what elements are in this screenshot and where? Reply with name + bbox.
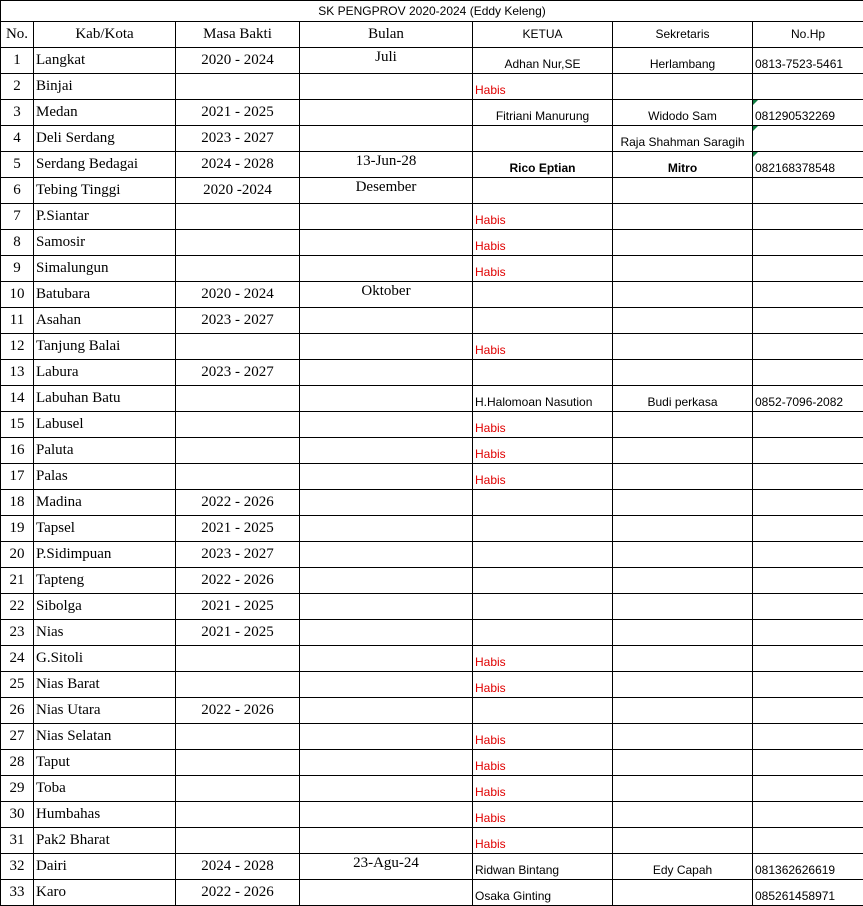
cell-masa-bakti[interactable]: 2021 - 2025 xyxy=(176,594,300,620)
cell-masa-bakti[interactable]: 2022 - 2026 xyxy=(176,568,300,594)
cell-kab-kota[interactable]: Nias Barat xyxy=(34,672,176,698)
cell-bulan[interactable] xyxy=(300,360,473,386)
cell-masa-bakti[interactable]: 2022 - 2026 xyxy=(176,698,300,724)
cell-ketua[interactable]: Ridwan Bintang xyxy=(473,854,613,880)
cell-bulan[interactable] xyxy=(300,308,473,334)
cell-kab-kota[interactable]: P.Siantar xyxy=(34,204,176,230)
table-row xyxy=(1,724,863,750)
cell-no-hp[interactable] xyxy=(753,646,863,672)
cell-kab-kota[interactable]: Tanjung Balai xyxy=(34,334,176,360)
cell-kab-kota[interactable]: Tapteng xyxy=(34,568,176,594)
cell-no[interactable]: 8 xyxy=(1,230,34,256)
cell-kab-kota[interactable]: Labusel xyxy=(34,412,176,438)
cell-no-hp[interactable]: 0813-7523-5461 xyxy=(753,48,863,74)
cell-bulan[interactable] xyxy=(300,828,473,854)
table-row xyxy=(1,542,863,568)
cell-no-hp[interactable] xyxy=(753,672,863,698)
cell-no-hp[interactable] xyxy=(753,828,863,854)
cell-kab-kota[interactable]: Nias Selatan xyxy=(34,724,176,750)
cell-kab-kota[interactable]: Labuhan Batu xyxy=(34,386,176,412)
table-row xyxy=(1,152,863,178)
cell-bulan[interactable]: Juli xyxy=(300,48,473,74)
cell-masa-bakti[interactable]: 2021 - 2025 xyxy=(176,620,300,646)
table-row xyxy=(1,126,863,152)
cell-masa-bakti[interactable] xyxy=(176,464,300,490)
cell-ketua[interactable]: Rico Eptian xyxy=(473,152,613,178)
cell-no-hp[interactable] xyxy=(753,256,863,282)
cell-bulan[interactable]: Oktober xyxy=(300,282,473,308)
cell-bulan[interactable] xyxy=(300,802,473,828)
cell-no[interactable]: 30 xyxy=(1,802,34,828)
cell-no-hp[interactable] xyxy=(753,568,863,594)
cell-ketua[interactable]: Habis xyxy=(473,776,613,802)
cell-sekretaris[interactable] xyxy=(613,776,753,802)
cell-no[interactable]: 2 xyxy=(1,74,34,100)
cell-masa-bakti[interactable] xyxy=(176,256,300,282)
cell-no-hp[interactable]: 0852-7096-2082 xyxy=(753,386,863,412)
cell-no-hp[interactable] xyxy=(753,776,863,802)
cell-ketua[interactable]: Habis xyxy=(473,750,613,776)
cell-ketua[interactable]: Habis xyxy=(473,646,613,672)
cell-ketua[interactable] xyxy=(473,594,613,620)
cell-no-hp[interactable] xyxy=(753,334,863,360)
cell-kab-kota[interactable]: Taput xyxy=(34,750,176,776)
cell-sekretaris[interactable]: Widodo Sam xyxy=(613,100,753,126)
table-row xyxy=(1,698,863,724)
cell-ketua[interactable]: Habis xyxy=(473,204,613,230)
cell-masa-bakti[interactable] xyxy=(176,672,300,698)
cell-ketua[interactable]: Habis xyxy=(473,412,613,438)
cell-sekretaris[interactable] xyxy=(613,178,753,204)
cell-masa-bakti[interactable]: 2023 - 2027 xyxy=(176,542,300,568)
cell-no-hp[interactable]: 082168378548 xyxy=(753,152,863,178)
cell-sekretaris[interactable] xyxy=(613,256,753,282)
cell-no[interactable]: 16 xyxy=(1,438,34,464)
cell-sekretaris[interactable] xyxy=(613,880,753,906)
cell-ketua[interactable]: Habis xyxy=(473,672,613,698)
cell-no-hp[interactable]: 085261458971 xyxy=(753,880,863,906)
cell-no[interactable]: 24 xyxy=(1,646,34,672)
cell-sekretaris[interactable] xyxy=(613,412,753,438)
cell-masa-bakti[interactable] xyxy=(176,776,300,802)
cell-sekretaris[interactable] xyxy=(613,230,753,256)
cell-masa-bakti[interactable] xyxy=(176,438,300,464)
cell-masa-bakti[interactable] xyxy=(176,386,300,412)
cell-no-hp[interactable] xyxy=(753,698,863,724)
table-row xyxy=(1,854,863,880)
cell-no-hp[interactable]: 081290532269 xyxy=(753,100,863,126)
cell-ketua[interactable]: Habis xyxy=(473,802,613,828)
cell-no[interactable]: 18 xyxy=(1,490,34,516)
cell-no[interactable]: 3 xyxy=(1,100,34,126)
cell-bulan[interactable] xyxy=(300,412,473,438)
cell-no[interactable]: 26 xyxy=(1,698,34,724)
cell-sekretaris[interactable] xyxy=(613,750,753,776)
cell-no[interactable]: 32 xyxy=(1,854,34,880)
cell-bulan[interactable]: 13-Jun-28 xyxy=(300,152,473,178)
cell-masa-bakti[interactable]: 2021 - 2025 xyxy=(176,516,300,542)
table-row xyxy=(1,438,863,464)
cell-no[interactable]: 20 xyxy=(1,542,34,568)
cell-bulan[interactable]: Desember xyxy=(300,178,473,204)
table-row xyxy=(1,360,863,386)
cell-kab-kota[interactable]: Palas xyxy=(34,464,176,490)
cell-bulan[interactable] xyxy=(300,672,473,698)
cell-bulan[interactable] xyxy=(300,74,473,100)
cell-kab-kota[interactable]: Dairi xyxy=(34,854,176,880)
cell-kab-kota[interactable]: P.Sidimpuan xyxy=(34,542,176,568)
table-row xyxy=(1,48,863,74)
cell-kab-kota[interactable]: Nias xyxy=(34,620,176,646)
cell-ketua[interactable]: Habis xyxy=(473,334,613,360)
cell-masa-bakti[interactable]: 2022 - 2026 xyxy=(176,490,300,516)
cell-bulan[interactable] xyxy=(300,542,473,568)
cell-masa-bakti[interactable] xyxy=(176,230,300,256)
table-row xyxy=(1,880,863,906)
cell-sekretaris[interactable] xyxy=(613,646,753,672)
cell-kab-kota[interactable]: Langkat xyxy=(34,48,176,74)
cell-no[interactable]: 9 xyxy=(1,256,34,282)
table-row xyxy=(1,386,863,412)
cell-no-hp[interactable] xyxy=(753,204,863,230)
cell-ketua[interactable] xyxy=(473,282,613,308)
cell-ketua[interactable] xyxy=(473,516,613,542)
cell-no-hp[interactable] xyxy=(753,724,863,750)
cell-bulan[interactable] xyxy=(300,620,473,646)
table-row xyxy=(1,100,863,126)
cell-bulan[interactable] xyxy=(300,230,473,256)
cell-sekretaris[interactable] xyxy=(613,490,753,516)
cell-sekretaris[interactable] xyxy=(613,620,753,646)
cell-no-hp[interactable] xyxy=(753,230,863,256)
header-sekretaris[interactable]: Sekretaris xyxy=(613,22,753,48)
table-row xyxy=(1,74,863,100)
cell-bulan[interactable] xyxy=(300,724,473,750)
table-row xyxy=(1,672,863,698)
cell-bulan[interactable] xyxy=(300,880,473,906)
cell-bulan[interactable] xyxy=(300,100,473,126)
cell-kab-kota[interactable]: Batubara xyxy=(34,282,176,308)
cell-no[interactable]: 12 xyxy=(1,334,34,360)
cell-no[interactable]: 19 xyxy=(1,516,34,542)
header-row xyxy=(1,22,863,48)
cell-ketua[interactable] xyxy=(473,620,613,646)
cell-no-hp[interactable] xyxy=(753,542,863,568)
cell-kab-kota[interactable]: Binjai xyxy=(34,74,176,100)
cell-sekretaris[interactable] xyxy=(613,308,753,334)
table-row xyxy=(1,516,863,542)
table-row xyxy=(1,568,863,594)
cell-masa-bakti[interactable]: 2023 - 2027 xyxy=(176,360,300,386)
cell-no-hp[interactable] xyxy=(753,620,863,646)
cell-sekretaris[interactable] xyxy=(613,516,753,542)
cell-masa-bakti[interactable] xyxy=(176,204,300,230)
cell-no-hp[interactable] xyxy=(753,594,863,620)
cell-kab-kota[interactable]: Sibolga xyxy=(34,594,176,620)
table-row xyxy=(1,412,863,438)
cell-no[interactable]: 4 xyxy=(1,126,34,152)
cell-no[interactable]: 15 xyxy=(1,412,34,438)
cell-masa-bakti[interactable]: 2023 - 2027 xyxy=(176,308,300,334)
cell-no-hp[interactable] xyxy=(753,516,863,542)
cell-no-hp[interactable]: 081362626619 xyxy=(753,854,863,880)
cell-sekretaris[interactable] xyxy=(613,698,753,724)
cell-sekretaris[interactable] xyxy=(613,802,753,828)
cell-masa-bakti[interactable] xyxy=(176,828,300,854)
cell-sekretaris[interactable] xyxy=(613,828,753,854)
cell-no[interactable]: 5 xyxy=(1,152,34,178)
cell-sekretaris[interactable]: Edy Capah xyxy=(613,854,753,880)
cell-ketua[interactable]: Habis xyxy=(473,828,613,854)
table-row xyxy=(1,750,863,776)
cell-ketua[interactable]: Adhan Nur,SE xyxy=(473,48,613,74)
table-row xyxy=(1,282,863,308)
cell-ketua[interactable]: Habis xyxy=(473,74,613,100)
cell-masa-bakti[interactable] xyxy=(176,750,300,776)
table-row xyxy=(1,464,863,490)
cell-sekretaris[interactable] xyxy=(613,74,753,100)
cell-ketua[interactable]: Fitriani Manurung xyxy=(473,100,613,126)
cell-bulan[interactable] xyxy=(300,776,473,802)
cell-kab-kota[interactable]: Serdang Bedagai xyxy=(34,152,176,178)
cell-no[interactable]: 6 xyxy=(1,178,34,204)
cell-no-hp[interactable] xyxy=(753,438,863,464)
cell-kab-kota[interactable]: Nias Utara xyxy=(34,698,176,724)
cell-kab-kota[interactable]: Tebing Tinggi xyxy=(34,178,176,204)
cell-sekretaris[interactable] xyxy=(613,438,753,464)
cell-bulan[interactable] xyxy=(300,646,473,672)
cell-ketua[interactable] xyxy=(473,360,613,386)
cell-no-hp[interactable] xyxy=(753,750,863,776)
cell-kab-kota[interactable]: Toba xyxy=(34,776,176,802)
cell-no[interactable]: 27 xyxy=(1,724,34,750)
table-row xyxy=(1,230,863,256)
cell-kab-kota[interactable]: Asahan xyxy=(34,308,176,334)
cell-kab-kota[interactable]: Paluta xyxy=(34,438,176,464)
cell-ketua[interactable] xyxy=(473,178,613,204)
header-ketua[interactable]: KETUA xyxy=(473,22,613,48)
cell-ketua[interactable] xyxy=(473,568,613,594)
cell-bulan[interactable]: 23-Agu-24 xyxy=(300,854,473,880)
table-row xyxy=(1,178,863,204)
cell-no[interactable]: 21 xyxy=(1,568,34,594)
cell-no-hp[interactable] xyxy=(753,74,863,100)
cell-kab-kota[interactable]: Madina xyxy=(34,490,176,516)
cell-ketua[interactable] xyxy=(473,698,613,724)
cell-sekretaris[interactable]: Mitro xyxy=(613,152,753,178)
cell-masa-bakti[interactable] xyxy=(176,646,300,672)
cell-sekretaris[interactable]: Budi perkasa xyxy=(613,386,753,412)
table-row xyxy=(1,802,863,828)
cell-sekretaris[interactable] xyxy=(613,464,753,490)
cell-sekretaris[interactable] xyxy=(613,204,753,230)
cell-kab-kota[interactable]: Humbahas xyxy=(34,802,176,828)
cell-no[interactable]: 10 xyxy=(1,282,34,308)
header-kab-kota[interactable]: Kab/Kota xyxy=(34,22,176,48)
table-row xyxy=(1,256,863,282)
header-masa-bakti[interactable]: Masa Bakti xyxy=(176,22,300,48)
cell-kab-kota[interactable]: Tapsel xyxy=(34,516,176,542)
cell-no[interactable]: 11 xyxy=(1,308,34,334)
cell-no[interactable]: 22 xyxy=(1,594,34,620)
cell-kab-kota[interactable]: Labura xyxy=(34,360,176,386)
cell-no-hp[interactable] xyxy=(753,126,863,152)
cell-kab-kota[interactable]: Simalungun xyxy=(34,256,176,282)
cell-ketua[interactable] xyxy=(473,126,613,152)
cell-bulan[interactable] xyxy=(300,334,473,360)
cell-masa-bakti[interactable]: 2020 -2024 xyxy=(176,178,300,204)
cell-ketua[interactable]: Habis xyxy=(473,230,613,256)
cell-sekretaris[interactable] xyxy=(613,724,753,750)
table-row xyxy=(1,204,863,230)
table-row xyxy=(1,620,863,646)
cell-kab-kota[interactable]: Samosir xyxy=(34,230,176,256)
cell-ketua[interactable]: Habis xyxy=(473,724,613,750)
cell-sekretaris[interactable] xyxy=(613,542,753,568)
cell-no[interactable]: 17 xyxy=(1,464,34,490)
cell-sekretaris[interactable] xyxy=(613,594,753,620)
cell-bulan[interactable] xyxy=(300,126,473,152)
cell-ketua[interactable] xyxy=(473,490,613,516)
cell-ketua[interactable]: Habis xyxy=(473,256,613,282)
cell-ketua[interactable]: Habis xyxy=(473,438,613,464)
cell-sekretaris[interactable] xyxy=(613,568,753,594)
cell-bulan[interactable] xyxy=(300,256,473,282)
cell-no[interactable]: 25 xyxy=(1,672,34,698)
header-bulan[interactable]: Bulan xyxy=(300,22,473,48)
cell-kab-kota[interactable]: Karo xyxy=(34,880,176,906)
cell-ketua[interactable]: H.Halomoan Nasution xyxy=(473,386,613,412)
cell-no-hp[interactable] xyxy=(753,282,863,308)
cell-bulan[interactable] xyxy=(300,698,473,724)
cell-kab-kota[interactable]: Medan xyxy=(34,100,176,126)
cell-sekretaris[interactable]: Raja Shahman Saragih xyxy=(613,126,753,152)
table-row xyxy=(1,308,863,334)
cell-no[interactable]: 13 xyxy=(1,360,34,386)
table-row xyxy=(1,490,863,516)
cell-no[interactable]: 7 xyxy=(1,204,34,230)
cell-no[interactable]: 31 xyxy=(1,828,34,854)
cell-masa-bakti[interactable] xyxy=(176,724,300,750)
table-row xyxy=(1,828,863,854)
cell-masa-bakti[interactable]: 2022 - 2026 xyxy=(176,880,300,906)
cell-ketua[interactable]: Osaka Ginting xyxy=(473,880,613,906)
cell-no[interactable]: 33 xyxy=(1,880,34,906)
header-no-hp[interactable]: No.Hp xyxy=(753,22,863,48)
cell-masa-bakti[interactable] xyxy=(176,412,300,438)
cell-sekretaris[interactable] xyxy=(613,282,753,308)
cell-no-hp[interactable] xyxy=(753,360,863,386)
cell-bulan[interactable] xyxy=(300,386,473,412)
cell-ketua[interactable] xyxy=(473,542,613,568)
cell-sekretaris[interactable] xyxy=(613,672,753,698)
cell-masa-bakti[interactable]: 2021 - 2025 xyxy=(176,100,300,126)
cell-no-hp[interactable] xyxy=(753,802,863,828)
cell-bulan[interactable] xyxy=(300,490,473,516)
cell-no-hp[interactable] xyxy=(753,490,863,516)
cell-masa-bakti[interactable]: 2020 - 2024 xyxy=(176,48,300,74)
cell-sekretaris[interactable]: Herlambang xyxy=(613,48,753,74)
cell-bulan[interactable] xyxy=(300,464,473,490)
cell-bulan[interactable] xyxy=(300,594,473,620)
cell-masa-bakti[interactable]: 2023 - 2027 xyxy=(176,126,300,152)
sheet-title[interactable]: SK PENGPROV 2020-2024 (Eddy Keleng) xyxy=(1,1,863,22)
title-row xyxy=(1,1,863,22)
cell-no[interactable]: 29 xyxy=(1,776,34,802)
cell-bulan[interactable] xyxy=(300,438,473,464)
cell-masa-bakti[interactable] xyxy=(176,74,300,100)
cell-masa-bakti[interactable] xyxy=(176,802,300,828)
cell-masa-bakti[interactable]: 2020 - 2024 xyxy=(176,282,300,308)
cell-no-hp[interactable] xyxy=(753,464,863,490)
cell-bulan[interactable] xyxy=(300,568,473,594)
cell-bulan[interactable] xyxy=(300,516,473,542)
cell-no[interactable]: 23 xyxy=(1,620,34,646)
cell-kab-kota[interactable]: Pak2 Bharat xyxy=(34,828,176,854)
cell-sekretaris[interactable] xyxy=(613,360,753,386)
cell-bulan[interactable] xyxy=(300,750,473,776)
cell-bulan[interactable] xyxy=(300,204,473,230)
cell-no-hp[interactable] xyxy=(753,178,863,204)
table-row xyxy=(1,646,863,672)
cell-kab-kota[interactable]: G.Sitoli xyxy=(34,646,176,672)
cell-masa-bakti[interactable]: 2024 - 2028 xyxy=(176,152,300,178)
cell-ketua[interactable]: Habis xyxy=(473,464,613,490)
table-row xyxy=(1,594,863,620)
table-row xyxy=(1,776,863,802)
cell-no[interactable]: 28 xyxy=(1,750,34,776)
cell-no-hp[interactable] xyxy=(753,412,863,438)
table-row xyxy=(1,334,863,360)
cell-no[interactable]: 14 xyxy=(1,386,34,412)
cell-kab-kota[interactable]: Deli Serdang xyxy=(34,126,176,152)
cell-masa-bakti[interactable]: 2024 - 2028 xyxy=(176,854,300,880)
cell-no[interactable]: 1 xyxy=(1,48,34,74)
header-no[interactable]: No. xyxy=(1,22,34,48)
cell-masa-bakti[interactable] xyxy=(176,334,300,360)
cell-sekretaris[interactable] xyxy=(613,334,753,360)
cell-ketua[interactable] xyxy=(473,308,613,334)
cell-no-hp[interactable] xyxy=(753,308,863,334)
